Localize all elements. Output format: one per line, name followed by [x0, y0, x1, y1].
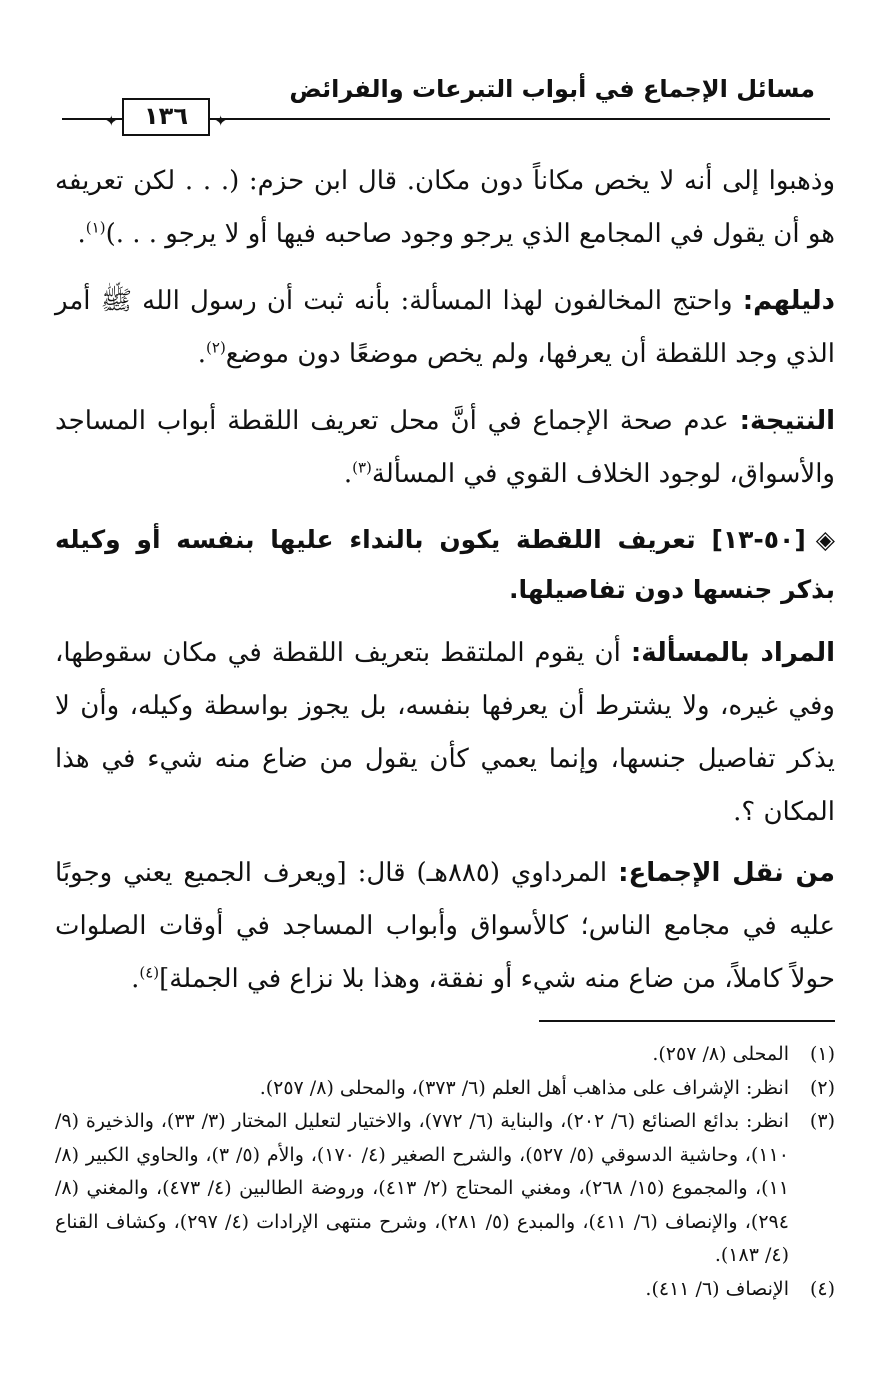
- consensus-text: المرداوي (٨٨٥هـ) قال: [ويعرف الجميع يعني وجوبًا عليه في مجامع الناس؛ كالأسواق وأبواب المساجد في أوقات الصلوات حولاً كاملاً، من ضاع منه شيء أو نفقة، وهذا بلا نزاع في الجملة]: [55, 858, 835, 994]
- footnote-text: المحلى (٨/ ٢٥٧).: [652, 1043, 789, 1065]
- evidence-text: واحتج المخالفون لهذا المسألة: بأنه ثبت أن رسول الله ﷺ أمر الذي وجد اللقطة أن يعرفها، ولم يخص موضعًا دون موضع: [55, 286, 835, 369]
- paragraph-consensus-transmission: من نقل الإجماع: المرداوي (٨٨٥هـ) قال: [ويعرف الجميع يعني وجوبًا عليه في مجامع الناس؛ كالأسواق وأبواب المساجد في أوقات الصلوات حولاً كاملاً، من ضاع منه شيء أو نفقة، وهذا بلا نزاع في الجملة]$^{(٤)}$.: [55, 858, 836, 994]
- diamond-bullet-icon: ◈: [815, 525, 835, 554]
- issue-heading-text: [٥٠-١٣] تعريف اللقطة يكون بالنداء عليها بنفسه أو وكيله بذكر جنسها دون تفاصيلها.: [55, 525, 835, 604]
- quote-text: وذهبوا إلى أنه لا يخص مكاناً دون مكان. قال ابن حزم: (. . . لكن تعريفه هو أن يقول في المجامع الذي يرجو وجود صاحبه فيها أو لا يرجو . . .): [55, 166, 835, 249]
- footnote-number: (٢): [809, 1076, 835, 1099]
- evidence-label: دليلهم:: [742, 286, 835, 316]
- footnote-ref-4: (٤): [139, 963, 160, 982]
- footnote-number: (٣): [809, 1110, 835, 1132]
- footnote-item: [55, 1072, 835, 1106]
- paragraph-ibn-hazm-quote: وذهبوا إلى أنه لا يخص مكاناً دون مكان. قال ابن حزم: (. . . لكن تعريفه هو أن يقول في المجامع الذي يرجو وجود صاحبه فيها أو لا يرجو . . .)$^{(١)}$.: [55, 166, 835, 249]
- footnote-ref-3: (٣): [352, 458, 372, 477]
- footnote-item: [55, 1105, 835, 1273]
- result-text: عدم صحة الإجماع في أنَّ محل تعريف اللقطة أبواب المساجد والأسواق، لوجود الخلاف القوي في المسألة: [55, 406, 835, 489]
- meaning-text: أن يقوم الملتقط بتعريف اللقطة في مكان سقوطها، وفي غيره، ولا يشترط أن يعرفها بنفسه، بل يجوز بواسطة وكيله، وأن لا يذكر تفاصيل جنسها، وإنما يعمي كأن يقول من ضاع منه شيء في هذا المكان ؟.: [55, 638, 835, 827]
- footnotes: [55, 1038, 835, 1306]
- footnote-ref-1: (١): [85, 218, 106, 237]
- footnote-separator: [539, 1020, 835, 1022]
- page-number: ✦ ١٣٦ ✦: [122, 98, 210, 136]
- paragraph-result: النتيجة: عدم صحة الإجماع في أنَّ محل تعريف اللقطة أبواب المساجد والأسواق، لوجود الخلاف القوي في المسألة$^{(٣)}$.: [55, 406, 836, 489]
- consensus-label: من نقل الإجماع:: [618, 858, 836, 888]
- paragraph-evidence: دليلهم: واحتج المخالفون لهذا المسألة: بأنه ثبت أن رسول الله ﷺ أمر الذي وجد اللقطة أن يعرفها، ولم يخص موضعًا دون موضع$^{(٢)}$.: [55, 286, 835, 369]
- footnote-text: انظر: بدائع الصنائع (٦/ ٢٠٢)، والبناية (٦/ ٧٧٢)، والاختيار لتعليل المختار (٣/ ٣٣)، والذخيرة (٩/ ١١٠)، وحاشية الدسوقي (٥/ ٥٢٧)، والشرح الصغير (٤/ ١٧٠)، والأم (٥/ ٣)، والحاوي الكبير (٨/ ١١)، والمجموع (١٥/ ٢٦٨)، ومغني المحتاج (٢/ ٤١٣)، وروضة الطالبين (٤/ ٤٧٣)، والمغني (٨/ ٢٩٤)، والإنصاف (٦/ ٤١١)، والمبدع (٥/ ٢٨١)، وشرح منتهى الإرادات (٤/ ٢٩٧)، وكشاف القناع (٤/ ١٨٣).: [55, 1110, 789, 1266]
- footnote-item: [55, 1038, 835, 1072]
- running-header-title: مسائل الإجماع في أبواب التبرعات والفرائض: [289, 75, 815, 103]
- footnote-number: (١): [809, 1043, 835, 1065]
- footnote-number: (٤): [809, 1277, 835, 1300]
- result-label: النتيجة:: [739, 406, 836, 436]
- footnote-ref-2: (٢): [206, 338, 226, 357]
- footnote-text: الإنصاف (٦/ ٤١١).: [645, 1277, 789, 1300]
- main-text: [55, 155, 835, 1014]
- footnote-item: [55, 1273, 835, 1307]
- footnote-text: انظر: الإشراف على مذاهب أهل العلم (٦/ ٣٧٣)، والمحلى (٨/ ٢٥٧).: [259, 1076, 789, 1099]
- paragraph-meaning: [55, 627, 835, 839]
- issue-heading: [55, 515, 835, 615]
- meaning-label: المراد بالمسألة:: [630, 638, 836, 668]
